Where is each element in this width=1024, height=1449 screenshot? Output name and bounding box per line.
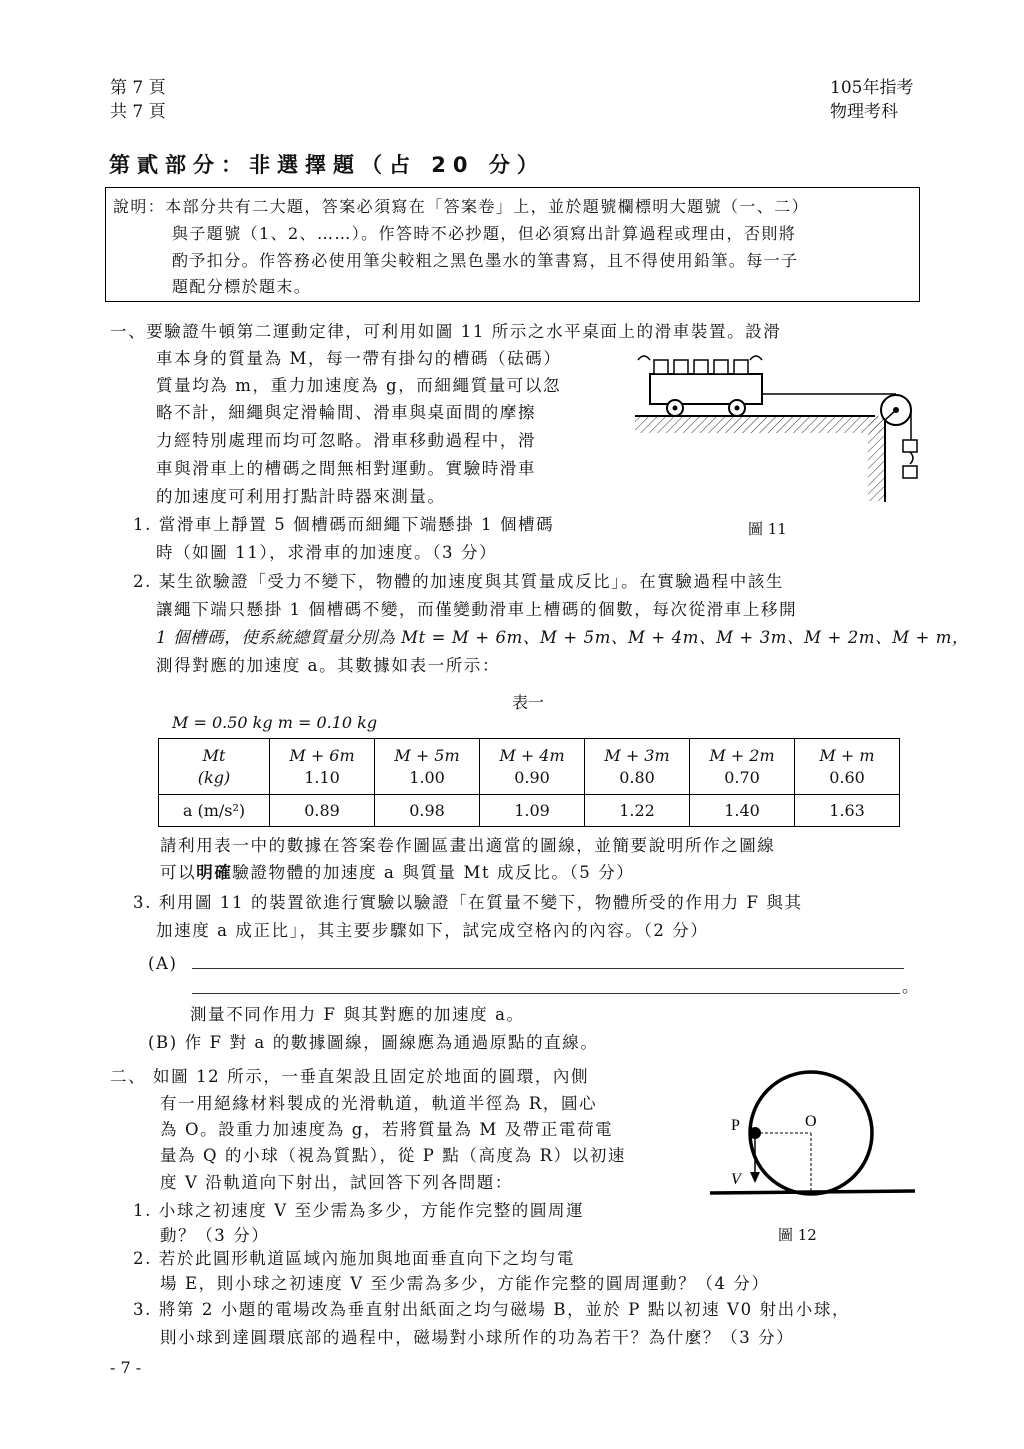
q1-sub2-line: 2. 某生欲驗證「受力不變下，物體的加速度與其質量成反比」。在實驗過程中該生 (133, 572, 785, 591)
instruction-line: 說明：本部分共有二大題，答案必須寫在「答案卷」上，並於題號欄標明大題號（一、二） (113, 197, 810, 216)
q1-intro-line: 一、要驗證牛頓第二運動定律，可利用如圖 11 所示之水平桌面上的滑車裝置。設滑 (110, 322, 782, 341)
table-cell: 1.22 (585, 795, 690, 827)
instruction-line: 與子題號（1、2、……）。作答時不必抄題，但必須寫出計算過程或理由，否則將 (172, 224, 797, 243)
instruction-line: 題配分標於題末。 (172, 277, 312, 296)
cart-body (650, 374, 762, 404)
figure-11-cart-pulley (630, 350, 930, 510)
emphasis-text: 明確 (196, 863, 233, 882)
q2-intro-line: 量為 Q 的小球（視為質點），從 P 點（高度為 R）以初速 (160, 1146, 627, 1165)
q2-sub1-line: 動？（3 分） (160, 1226, 270, 1245)
table-cell: 1.09 (480, 795, 585, 827)
q1-intro-line: 力經特別處理而均可忽略。滑車移動過程中，滑 (156, 431, 537, 450)
table-cell: 0.89 (270, 795, 375, 827)
table-cell: 1.63 (795, 795, 900, 827)
hanging-weight (903, 440, 917, 452)
instruction-line: 酌予扣分。作答務必使用筆尖較粗之黑色墨水的筆書寫，且不得使用鉛筆。每一子 (172, 251, 799, 270)
point-p-label: P (731, 1117, 740, 1134)
q2-sub3-line: 則小球到達圓環底部的過程中，磁場對小球所作的功為若干？為什麼？（3 分） (160, 1328, 795, 1347)
ball (749, 1127, 761, 1139)
q1-sub3-line: 加速度 a 成正比」，其主要步驟如下，試完成空格內的內容。（2 分） (156, 921, 709, 940)
q1-intro-line: 質量均為 m，重力加速度為 g，而細繩質量可以忽 (156, 376, 562, 395)
exam-name: 105年指考 (830, 78, 914, 98)
table-cell: M + 2m 0.70 (690, 739, 795, 795)
table-cell: M + 5m 1.00 (375, 739, 480, 795)
q1-after-table-line: 可以明確驗證物體的加速度 a 與質量 Mt 成反比。（5 分） (160, 863, 635, 882)
center-o-label: O (805, 1113, 817, 1130)
answer-blank (192, 968, 904, 969)
q1-sub1-line: 1. 當滑車上靜置 5 個槽碼而細繩下端懸掛 1 個槽碼 (133, 515, 555, 534)
ground-line (710, 1191, 915, 1193)
answer-blank (192, 993, 900, 994)
q1-sub1-line: 時（如圖 11），求滑車的加速度。（3 分） (156, 543, 498, 562)
q2-intro-line: 度 V 沿軌道向下射出，試回答下列各問題： (160, 1173, 514, 1192)
table-parameters: M = 0.50 kg m = 0.10 kg (172, 713, 378, 732)
figure-12-caption: 圖 12 (778, 1226, 817, 1244)
velocity-label: V (731, 1171, 741, 1188)
q2-intro-line: 為 O。設重力加速度為 g，若將質量為 M 及帶正電荷電 (160, 1120, 614, 1139)
table-cell: 0.98 (375, 795, 480, 827)
page-footer: - 7 - (110, 1358, 142, 1377)
step-a-label: (A) (148, 954, 178, 973)
q2-intro-line: 有一用絕緣材料製成的光滑軌道，軌道半徑為 R，圓心 (160, 1094, 598, 1113)
q2-sub2-line: 場 E，則小球之初速度 V 至少需為多少，方能作完整的圓周運動？（4 分） (160, 1274, 770, 1293)
section-title: 第貳部分：非選擇題（占 20 分） (109, 153, 545, 177)
q2-sub2-line: 2. 若於此圓形軌道區域內施加與地面垂直向下之均勻電 (133, 1249, 576, 1268)
table-cell: M + 4m 0.90 (480, 739, 585, 795)
table-header-mass: Mt (kg) (159, 739, 270, 795)
q1-sub3-line: 3. 利用圖 11 的裝置欲進行實驗以驗證「在質量不變下，物體所受的作用力 F 與其 (133, 893, 803, 912)
step-b-text: (B) 作 F 對 a 的數據圖線，圖線應為通過原點的直線。 (148, 1033, 599, 1052)
table-header-acceleration: a (m/s²) (159, 795, 270, 827)
table-cell: M + 3m 0.80 (585, 739, 690, 795)
q2-intro-line: 二、 如圖 12 所示，一垂直架設且固定於地面的圓環，內側 (110, 1067, 590, 1086)
table-title: 表一 (512, 693, 545, 712)
subject-name: 物理考科 (830, 102, 898, 122)
q1-sub2-line: 讓繩下端只懸掛 1 個槽碼不變，而僅變動滑車上槽碼的個數，每次從滑車上移開 (156, 600, 798, 619)
q1-intro-line: 車與滑車上的槽碼之間無相對運動。實驗時滑車 (156, 459, 537, 478)
q1-intro-line: 略不計，細繩與定滑輪間、滑車與桌面間的摩擦 (156, 403, 537, 422)
q2-sub3-line: 3. 將第 2 小題的電場改為垂直射出紙面之均勻磁場 B，並於 P 點以初速 V0 射出小球， (133, 1300, 851, 1319)
table-cell: 1.40 (690, 795, 795, 827)
q1-after-table-line: 請利用表一中的數據在答案卷作圖區畫出適當的圖線，並簡要說明所作之圖線 (160, 836, 776, 855)
q1-sub2-line: 1 個槽碼，使系統總質量分別為 Mt = M + 6m、M + 5m、M + 4m、M + 3m、M + 2m、M + m， (156, 628, 970, 647)
table-cell: M + m 0.60 (795, 739, 900, 795)
q1-intro-line: 的加速度可利用打點計時器來測量。 (156, 487, 446, 506)
data-table (158, 738, 900, 827)
q1-intro-line: 車本身的質量為 M，每一帶有掛勾的槽碼（砝碼） (156, 349, 562, 368)
page-total: 共 7 頁 (110, 102, 166, 122)
step-a-period: 。 (902, 977, 921, 996)
cart-weights (638, 356, 762, 374)
table-cell: M + 6m 1.10 (270, 739, 375, 795)
step-a-text: 測量不同作用力 F 與其對應的加速度 a。 (190, 1005, 525, 1024)
page-number: 第 7 頁 (110, 78, 166, 98)
q2-sub1-line: 1. 小球之初速度 V 至少需為多少，方能作完整的圓周運 (133, 1201, 585, 1220)
table-hatch (635, 416, 885, 433)
figure-11-caption: 圖 11 (748, 520, 787, 538)
q1-sub2-line: 測得對應的加速度 a。其數據如表一所示： (156, 656, 501, 675)
figure-12-circular-track (705, 1060, 920, 1205)
